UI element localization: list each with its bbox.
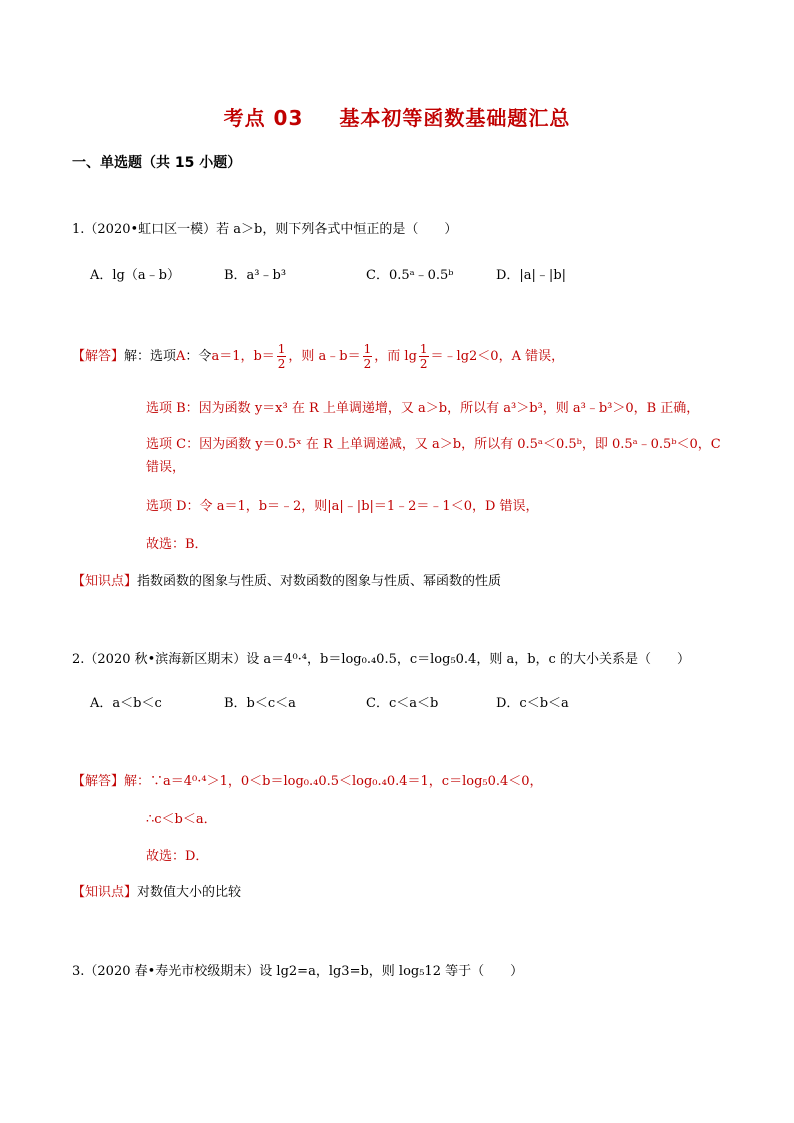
section-heading: 一、单选题（共 15 小题） — [72, 155, 242, 171]
q2-knowledge-point — [72, 881, 241, 900]
q2-option-d: D．c＜b＜a — [496, 696, 569, 711]
q2-option-c: C．c＜a＜b — [366, 696, 439, 711]
question-2-stem: 2.（2020 秋•滨海新区期末）设 a＝4⁰·⁴，b＝log₀.₄0.5，c＝log₅0.4，则 a，b，c 的大小关系是（ ） — [72, 652, 690, 667]
q1-option-d: D．|a|﹣|b| — [496, 268, 567, 283]
q1-solution-line-1 — [72, 342, 564, 371]
q2-option-b: B．b＜c＜a — [224, 696, 296, 711]
q1-option-c: C．0.5ᵃ﹣0.5ᵇ — [366, 268, 454, 283]
q2-solution-line-3: 故选：D． — [146, 849, 209, 864]
q1-frac-1: $\frac{1}{2}$ — [277, 342, 286, 371]
q1-frac-2: $\frac{1}{2}$ — [363, 342, 372, 371]
q2-solution-line-1 — [72, 770, 543, 789]
q1-kp-tag: 【知识点】 — [72, 574, 138, 589]
q1-sol-tail: ＝﹣lg2＜0，A 错误， — [430, 349, 565, 364]
q2-kp-tag: 【知识点】 — [72, 885, 138, 900]
q1-solution-line-3b: 错误， — [146, 460, 186, 475]
q1-sol-values: a＝1，b＝ — [211, 349, 275, 364]
title-part1: 考点 03 — [223, 106, 304, 130]
q1-sol-mid: ：令 — [185, 349, 212, 364]
q1-sol-a: A — [176, 349, 186, 364]
q1-sol-pre: 解：选项 — [124, 349, 177, 364]
q2-answer-tag: 【解答】 — [72, 774, 125, 789]
q1-option-b: B．a³﹣b³ — [224, 268, 287, 283]
q1-knowledge-point — [72, 570, 501, 589]
q1-frac-3: $\frac{1}{2}$ — [419, 342, 428, 371]
title-part2: 基本初等函数基础题汇总 — [339, 106, 571, 130]
q1-solution-line-5: 故选：B． — [146, 537, 208, 552]
q1-solution-line-2: 选项 B：因为函数 y＝x³ 在 R 上单调递增，又 a＞b，所以有 a³＞b³，则 a³﹣b³＞0，B 正确， — [146, 401, 700, 416]
q1-sol-then: ，则 a﹣b＝ — [288, 349, 361, 364]
q2-sol-text: 解：∵a＝4⁰·⁴＞1，0＜b＝log₀.₄0.5＜log₀.₄0.4＝1，c＝log₅0.4＜0， — [124, 774, 543, 789]
q1-option-a: A．lg（a﹣b） — [90, 268, 180, 283]
q2-kp-text: 对数值大小的比较 — [137, 885, 242, 900]
q1-solution-line-4: 选项 D：令 a＝1，b＝﹣2，则|a|﹣|b|＝1﹣2＝﹣1＜0，D 错误， — [146, 499, 539, 514]
question-1-stem: 1.（2020•虹口区一模）若 a＞b，则下列各式中恒正的是（ ） — [72, 222, 458, 237]
q2-solution-line-2: ∴c＜b＜a． — [146, 812, 217, 827]
q1-solution-line-3a: 选项 C：因为函数 y＝0.5ˣ 在 R 上单调递减，又 a＞b，所以有 0.5ᵃ＜0.5ᵇ，即 0.5ᵃ﹣0.5ᵇ＜0，C — [146, 437, 721, 452]
q1-kp-text: 指数函数的图象与性质、对数函数的图象与性质、幂函数的性质 — [137, 574, 502, 589]
q2-option-a: A．a＜b＜c — [90, 696, 162, 711]
q1-answer-tag: 【解答】 — [72, 349, 125, 364]
question-3-stem: 3.（2020 春•寿光市校级期末）设 lg2=a，lg3=b，则 log₅12 等于（ ） — [72, 964, 524, 979]
page-title — [0, 102, 794, 131]
q1-sol-and: ，而 lg — [374, 349, 417, 364]
